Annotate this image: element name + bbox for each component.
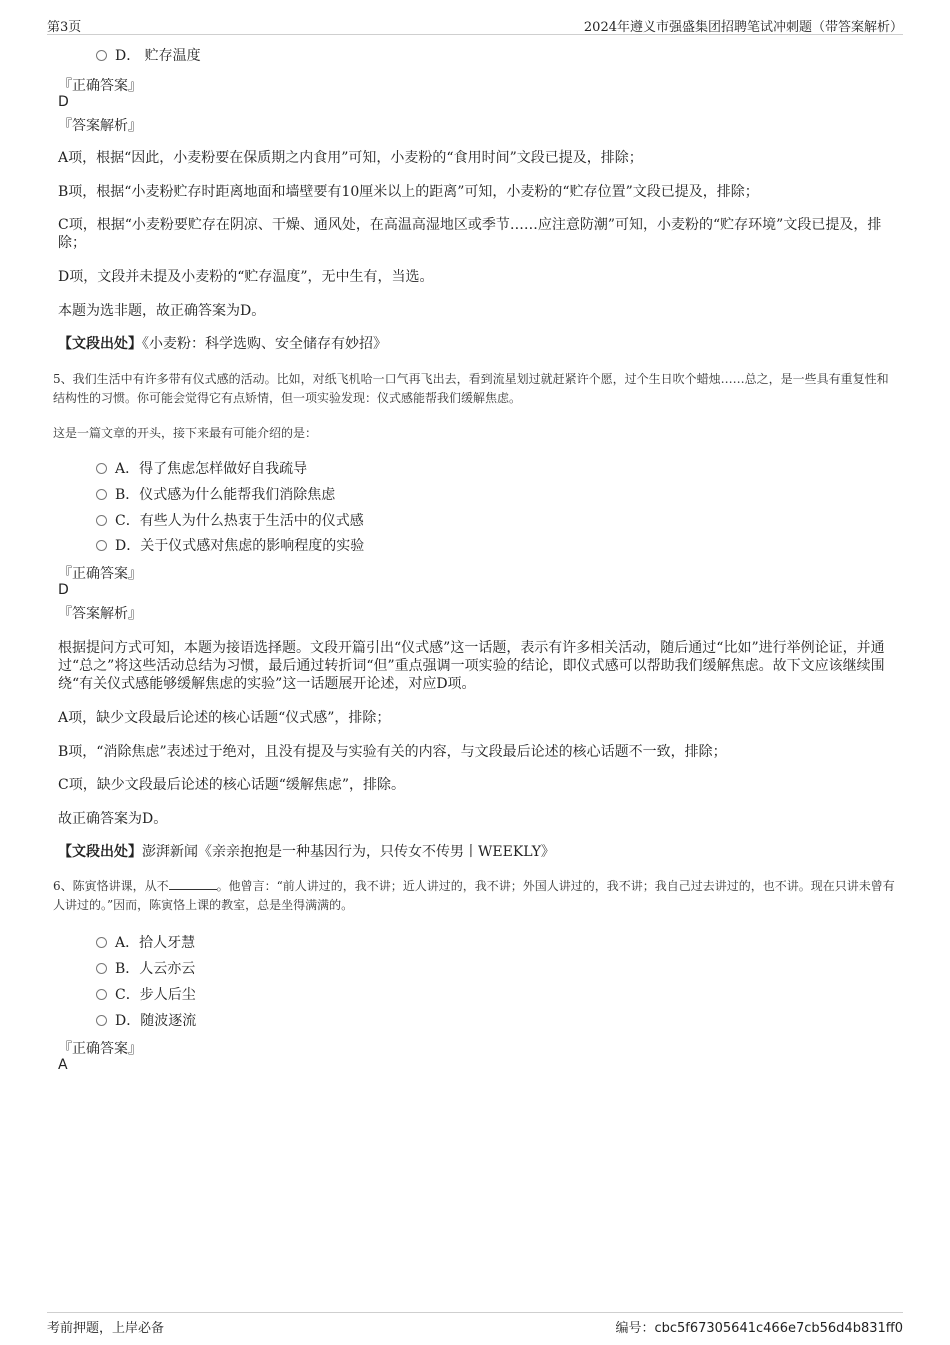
q6-option-b[interactable]: B．人云亦云	[96, 960, 195, 978]
radio-icon[interactable]	[96, 489, 107, 500]
q5-stem: 5、我们生活中有许多带有仪式感的活动。比如，对纸飞机哈一口气再飞出去，看到流星划过就赶紧许个愿，过个生日吹个蜡烛……总之，是一些具有重复性和结构性的习惯。你可能会觉得它有点矫情，但一项实验发现：仪式感能帮我们缓解焦虑。	[53, 372, 889, 405]
radio-icon[interactable]	[96, 515, 107, 526]
radio-icon[interactable]	[96, 963, 107, 974]
radio-icon[interactable]	[96, 937, 107, 948]
page-header	[47, 14, 903, 35]
q5-analysis-p1: 根据提问方式可知，本题为接语选择题。文段开篇引出“仪式感”这一话题，表示有许多相关活动，随后通过“比如”进行举例论证，并通过“总之”将这些活动总结为习惯，最后通过转折词“但”重点强调一项实验的结论，即仪式感可以帮助我们缓解焦虑。故下文应该继续围绕“有关仪式感能够缓解焦虑的实验”这一话题展开论述，对应D项。	[58, 640, 885, 692]
q4-analysis-label: 『答案解析』	[58, 118, 142, 134]
q4-analysis-p4: D项，文段并未提及小麦粉的“贮存温度”，无中生有，当选。	[58, 269, 434, 285]
q5-option-b[interactable]: B．仪式感为什么能帮我们消除焦虑	[96, 486, 335, 504]
radio-icon[interactable]	[96, 989, 107, 1000]
q5-option-d[interactable]: D．关于仪式感对焦虑的影响程度的实验	[96, 537, 364, 555]
q4-option-d[interactable]: D． 贮存温度	[96, 47, 201, 65]
q6-answer-label: 『正确答案』	[58, 1041, 142, 1057]
q5-analysis-p5: 故正确答案为D。	[58, 811, 168, 827]
q5-question: 这是一篇文章的开头，接下来最有可能介绍的是：	[53, 426, 318, 440]
footer-slogan: 考前押题，上岸必备	[47, 1321, 165, 1336]
q5-analysis-label: 『答案解析』	[58, 606, 142, 622]
document-title: 2024年遵义市强盛集团招聘笔试冲刺题（带答案解析）	[583, 20, 903, 35]
radio-icon[interactable]	[96, 50, 107, 61]
q4-analysis-p1: A项，根据“因此，小麦粉要在保质期之内食用”可知，小麦粉的“食用时间”文段已提及，排除；	[58, 150, 643, 166]
q5-answer-label: 『正确答案』	[58, 566, 142, 582]
page-number: 第3页	[47, 20, 82, 35]
q4-answer: D	[58, 94, 69, 110]
q6-option-d[interactable]: D．随波逐流	[96, 1012, 196, 1030]
q4-answer-label: 『正确答案』	[58, 78, 142, 94]
q6-option-a[interactable]: A．拾人牙慧	[96, 934, 195, 952]
q5-analysis-p4: C项，缺少文段最后论述的核心话题“缓解焦虑”，排除。	[58, 777, 406, 793]
document-code: 编号：cbc5f67305641c466e7cb56d4b831ff0	[615, 1321, 903, 1336]
radio-icon[interactable]	[96, 1015, 107, 1026]
radio-icon[interactable]	[96, 463, 107, 474]
q4-source: 【文段出处】《小麦粉：科学选购、安全储存有妙招》	[58, 336, 387, 352]
q6-answer: A	[58, 1057, 68, 1073]
q4-analysis-p2: B项，根据“小麦粉贮存时距离地面和墙壁要有10厘米以上的距离”可知，小麦粉的“贮存位置”文段已提及，排除；	[58, 184, 759, 200]
q5-source: 【文段出处】澎湃新闻《亲亲抱抱是一种基因行为，只传女不传男丨WEEKLY》	[58, 844, 555, 860]
radio-icon[interactable]	[96, 540, 107, 551]
q4-analysis-p3: C项，根据“小麦粉要贮存在阴凉、干燥、通风处，在高温高湿地区或季节……应注意防潮”可知，小麦粉的“贮存环境”文段已提及，排除；	[58, 217, 882, 251]
q5-option-c[interactable]: C．有些人为什么热衷于生活中的仪式感	[96, 512, 364, 530]
q6-option-c[interactable]: C．步人后尘	[96, 986, 196, 1004]
q5-analysis-p3: B项，“消除焦虑”表述过于绝对，且没有提及与实验有关的内容，与文段最后论述的核心话题不一致，排除；	[58, 744, 727, 760]
fill-blank	[169, 889, 217, 890]
q5-analysis-p2: A项，缺少文段最后论述的核心话题“仪式感”，排除；	[58, 710, 391, 726]
page-footer	[47, 1312, 903, 1336]
q5-option-a[interactable]: A．得了焦虑怎样做好自我疏导	[96, 460, 307, 478]
q4-analysis-p5: 本题为选非题，故正确答案为D。	[58, 303, 266, 319]
q5-answer: D	[58, 582, 69, 598]
q6-stem: 6、陈寅恪讲课，从不 。他曾言：“前人讲过的，我不讲；近人讲过的，我不讲；外国人讲过的，我不讲；我自己过去讲过的，也不讲。现在只讲未曾有人讲过的。”因而，陈寅恪上课的教室，总是坐得满满的。	[53, 879, 895, 912]
